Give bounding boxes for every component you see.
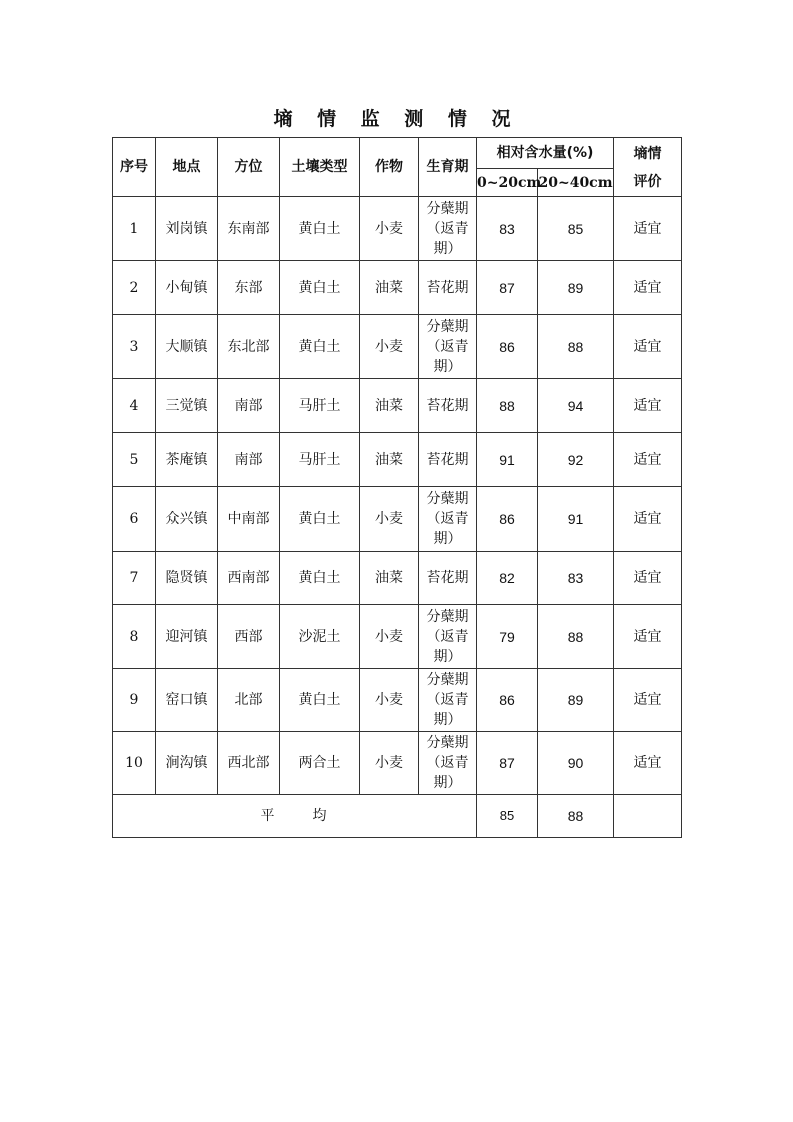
row-direction: 南部 <box>218 433 280 487</box>
growth-stage-line: 分蘖期 <box>426 608 469 625</box>
row-direction: 中南部 <box>218 487 280 552</box>
table-row <box>113 552 682 605</box>
header-growth-stage: 生育期 <box>419 138 477 197</box>
row-soil-type: 黄白土 <box>280 315 360 379</box>
row-crop: 小麦 <box>360 197 419 261</box>
average-label-part1: 平 <box>260 808 277 824</box>
row-seq: 5 <box>113 433 156 487</box>
table-row <box>113 379 682 433</box>
row-moisture-0-20: 91 <box>477 433 538 487</box>
growth-stage-line: 分蘖期 <box>426 200 469 217</box>
row-crop: 小麦 <box>360 732 419 795</box>
row-soil-type: 黄白土 <box>280 552 360 605</box>
row-crop: 油菜 <box>360 552 419 605</box>
row-direction: 西部 <box>218 605 280 669</box>
row-moisture-0-20: 82 <box>477 552 538 605</box>
table-body <box>113 138 682 838</box>
growth-stage-line: 苔花期 <box>426 397 469 414</box>
row-moisture-20-40: 85 <box>538 197 614 261</box>
header-eval-line2: 评价 <box>633 174 662 190</box>
growth-stage-line: 期） <box>433 531 462 547</box>
row-moisture-0-20: 87 <box>477 261 538 315</box>
row-crop: 小麦 <box>360 669 419 732</box>
average-moisture-20-40: 88 <box>538 795 614 838</box>
page-title: 墒 情 监 测 情 况 <box>273 108 520 130</box>
row-evaluation: 适宜 <box>614 197 682 261</box>
row-location: 小甸镇 <box>156 261 218 315</box>
growth-stage-line: 分蘖期 <box>426 672 469 688</box>
growth-stage-line: 期） <box>433 712 462 728</box>
row-moisture-20-40: 90 <box>538 732 614 795</box>
row-moisture-20-40: 88 <box>538 315 614 379</box>
row-crop: 小麦 <box>360 487 419 552</box>
row-moisture-20-40: 89 <box>538 261 614 315</box>
row-evaluation: 适宜 <box>614 315 682 379</box>
growth-stage-line: （返青 <box>426 692 469 708</box>
row-location: 众兴镇 <box>156 487 218 552</box>
row-soil-type: 两合土 <box>280 732 360 795</box>
table-row <box>113 433 682 487</box>
growth-stage-line: 分蘖期 <box>426 491 469 507</box>
row-soil-type: 马肝土 <box>280 379 360 433</box>
row-direction: 东北部 <box>218 315 280 379</box>
row-soil-type: 黄白土 <box>280 261 360 315</box>
row-moisture-0-20: 79 <box>477 605 538 669</box>
row-evaluation: 适宜 <box>614 669 682 732</box>
growth-stage-line: （返青 <box>426 628 469 645</box>
table-row <box>113 197 682 261</box>
header-relative-moisture: 相对含水量(%) <box>477 138 614 169</box>
row-seq: 6 <box>113 487 156 552</box>
average-row <box>113 795 682 838</box>
row-location: 刘岗镇 <box>156 197 218 261</box>
table-row <box>113 732 682 795</box>
row-growth-stage <box>419 552 477 605</box>
average-label-part2: 均 <box>312 808 329 824</box>
row-direction: 西北部 <box>218 732 280 795</box>
row-soil-type: 黄白土 <box>280 197 360 261</box>
row-evaluation: 适宜 <box>614 605 682 669</box>
row-moisture-20-40: 88 <box>538 605 614 669</box>
growth-stage-line: 期） <box>433 648 462 665</box>
header-row <box>113 138 682 169</box>
row-location: 隐贤镇 <box>156 552 218 605</box>
row-seq: 3 <box>113 315 156 379</box>
row-growth-stage <box>419 732 477 795</box>
header-soil-type: 土壤类型 <box>280 138 360 197</box>
row-crop: 油菜 <box>360 379 419 433</box>
row-crop: 小麦 <box>360 315 419 379</box>
table-row <box>113 605 682 669</box>
row-location: 涧沟镇 <box>156 732 218 795</box>
row-seq: 4 <box>113 379 156 433</box>
row-moisture-20-40: 83 <box>538 552 614 605</box>
average-label <box>113 795 477 838</box>
growth-stage-line: 期） <box>433 358 462 375</box>
header-location: 地点 <box>156 138 218 197</box>
growth-stage-line: 分蘖期 <box>426 735 469 751</box>
row-evaluation: 适宜 <box>614 433 682 487</box>
row-direction: 东南部 <box>218 197 280 261</box>
table-row <box>113 669 682 732</box>
row-crop: 小麦 <box>360 605 419 669</box>
row-evaluation: 适宜 <box>614 379 682 433</box>
average-moisture-0-20: 85 <box>477 795 538 838</box>
growth-stage-line: 期） <box>433 775 462 791</box>
row-seq: 8 <box>113 605 156 669</box>
header-direction: 方位 <box>218 138 280 197</box>
row-growth-stage <box>419 315 477 379</box>
row-moisture-0-20: 88 <box>477 379 538 433</box>
row-soil-type: 沙泥土 <box>280 605 360 669</box>
growth-stage-line: （返青 <box>426 755 469 771</box>
row-soil-type: 黄白土 <box>280 487 360 552</box>
row-moisture-0-20: 86 <box>477 487 538 552</box>
header-depth-0-20: 0~20cm <box>477 169 538 197</box>
row-evaluation: 适宜 <box>614 261 682 315</box>
row-growth-stage <box>419 487 477 552</box>
row-location: 迎河镇 <box>156 605 218 669</box>
row-location: 大顺镇 <box>156 315 218 379</box>
row-growth-stage <box>419 197 477 261</box>
growth-stage-line: 苔花期 <box>426 451 469 468</box>
row-seq: 10 <box>113 732 156 795</box>
row-crop: 油菜 <box>360 433 419 487</box>
table-row <box>113 315 682 379</box>
row-seq: 9 <box>113 669 156 732</box>
growth-stage-line: （返青 <box>426 338 469 355</box>
row-moisture-0-20: 83 <box>477 197 538 261</box>
row-seq: 7 <box>113 552 156 605</box>
row-evaluation: 适宜 <box>614 552 682 605</box>
header-depth-20-40: 20~40cm <box>538 169 614 197</box>
row-growth-stage <box>419 669 477 732</box>
header-crop: 作物 <box>360 138 419 197</box>
row-location: 三觉镇 <box>156 379 218 433</box>
growth-stage-line: 苔花期 <box>426 570 469 586</box>
table-row <box>113 487 682 552</box>
row-crop: 油菜 <box>360 261 419 315</box>
row-growth-stage <box>419 605 477 669</box>
growth-stage-line: 分蘖期 <box>426 318 469 335</box>
row-moisture-20-40: 91 <box>538 487 614 552</box>
row-seq: 1 <box>113 197 156 261</box>
table-row <box>113 261 682 315</box>
row-moisture-20-40: 92 <box>538 433 614 487</box>
header-eval-line1: 墒情 <box>633 146 662 162</box>
header-evaluation <box>614 138 682 197</box>
row-soil-type: 黄白土 <box>280 669 360 732</box>
row-moisture-20-40: 89 <box>538 669 614 732</box>
growth-stage-line: （返青 <box>426 220 469 237</box>
row-growth-stage <box>419 379 477 433</box>
row-evaluation: 适宜 <box>614 732 682 795</box>
row-growth-stage <box>419 261 477 315</box>
growth-stage-line: 期） <box>433 240 462 257</box>
average-evaluation <box>614 795 682 838</box>
row-direction: 南部 <box>218 379 280 433</box>
row-moisture-0-20: 86 <box>477 669 538 732</box>
row-direction: 西南部 <box>218 552 280 605</box>
row-moisture-0-20: 87 <box>477 732 538 795</box>
header-seq: 序号 <box>113 138 156 197</box>
growth-stage-line: 苔花期 <box>426 279 469 296</box>
row-direction: 北部 <box>218 669 280 732</box>
row-direction: 东部 <box>218 261 280 315</box>
soil-moisture-table <box>112 137 682 838</box>
growth-stage-line: （返青 <box>426 511 469 527</box>
row-location: 窑口镇 <box>156 669 218 732</box>
row-moisture-0-20: 86 <box>477 315 538 379</box>
row-growth-stage <box>419 433 477 487</box>
row-moisture-20-40: 94 <box>538 379 614 433</box>
row-seq: 2 <box>113 261 156 315</box>
row-location: 茶庵镇 <box>156 433 218 487</box>
row-soil-type: 马肝土 <box>280 433 360 487</box>
row-evaluation: 适宜 <box>614 487 682 552</box>
